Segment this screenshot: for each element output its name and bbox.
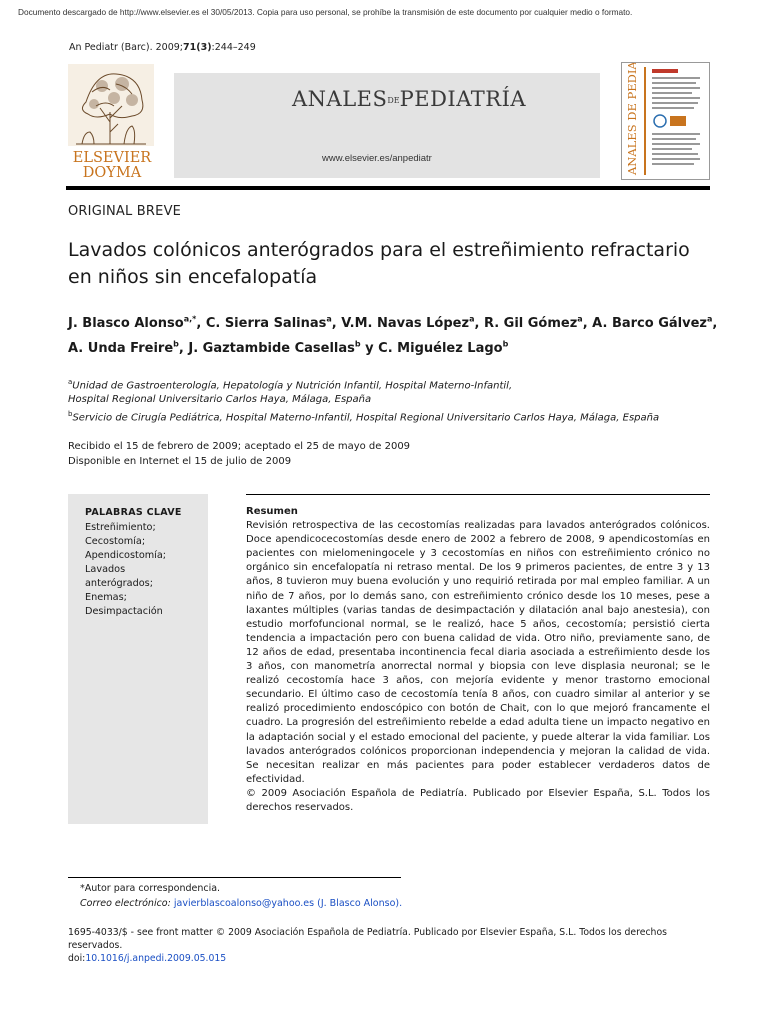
keyword-item: Lavados	[85, 564, 126, 575]
header-rule	[66, 186, 710, 190]
journal-title	[292, 87, 526, 111]
email-line	[80, 897, 680, 912]
email-label: Correo electrónico:	[80, 897, 171, 909]
doi-label: doi:	[68, 953, 86, 964]
affiliation-b: $^b$Servicio de Cirugía Pediátrica, Hospital Materno-Infantil, Hospital Regional Universitario Carlos Haya, Málaga, España	[68, 410, 660, 424]
front-matter	[68, 926, 718, 965]
download-notice: Documento descargado de http://www.elsevier.es el 30/05/2013. Copia para uso personal, se prohíbe la transmisión de este documento por cualquier medio o formato.	[18, 7, 633, 17]
keyword-item: Cecostomía;	[85, 536, 146, 547]
abstract-rule	[246, 494, 710, 495]
affiliation-a: $^a$Unidad de Gastroenterología, Hepatología y Nutrición Infantil, Hospital Materno-Infantil,	[68, 378, 513, 392]
cover-journal-title: ANALES DE PEDIATRÍA	[625, 63, 639, 175]
author-list	[68, 310, 718, 359]
journal-cover-thumbnail	[621, 62, 710, 180]
online-date: Disponible en Internet el 15 de julio de 2009	[68, 456, 292, 467]
email-link[interactable]: javierblascoalonso@yahoo.es (J. Blasco Alonso).	[173, 897, 403, 909]
doi-line	[68, 952, 718, 965]
author: C. Sierra Salinas$^a$,	[205, 315, 342, 332]
cover-image	[622, 63, 709, 179]
abstract	[246, 505, 710, 815]
citation-volume-issue: 71(3)	[183, 42, 212, 53]
keyword-item: anterógrados;	[85, 578, 153, 589]
affiliations	[68, 375, 718, 426]
citation-pages: :244–249	[211, 42, 256, 53]
journal-citation	[69, 42, 256, 53]
author: A. Unda Freire$^b$,	[68, 339, 189, 356]
abstract-heading: Resumen	[246, 506, 298, 517]
keyword-item: Enemas;	[85, 592, 127, 603]
front-matter-line: 1695-4033/$ - see front matter © 2009 Asociación Española de Pediatría. Publicado por Elsevier España, S.L. Todos los derechos reservados.	[68, 927, 667, 951]
elsevier-tree-icon	[66, 62, 158, 180]
elsevier-doyma-logo	[66, 62, 158, 180]
author: C. Miguélez Lago$^b$	[378, 339, 509, 356]
journal-banner	[174, 73, 600, 178]
keyword-item: Desimpactación	[85, 606, 163, 617]
journal-url[interactable]: www.elsevier.es/anpediatr	[322, 153, 432, 164]
logo-line-elsevier: ELSEVIER	[72, 150, 152, 166]
received-accepted-date: Recibido el 15 de febrero de 2009; aceptado el 25 de mayo de 2009	[68, 441, 411, 452]
article-dates	[68, 439, 718, 469]
keywords-list	[85, 521, 166, 619]
article-section-type: ORIGINAL BREVE	[68, 204, 182, 219]
footnote	[80, 882, 680, 911]
journal-title-pediatria: PEDIATRÍA	[399, 87, 527, 111]
keywords-title: PALABRAS CLAVE	[85, 507, 182, 518]
article-title: Lavados colónicos anterógrados para el estreñimiento refractario en niños sin encefalopatía	[68, 239, 690, 288]
keywords-box	[68, 494, 208, 824]
author: A. Barco Gálvez$^a$,	[592, 315, 718, 332]
footnote-rule	[68, 877, 401, 878]
keyword-item: Apendicostomía;	[85, 550, 167, 561]
abstract-body: Revisión retrospectiva de las cecostomías realizadas para lavados anterógrados colónicos. Doce apendicocecostomías desde enero de 2002 a febrero de 2008, 9 apendicostomías en pacientes con mielomeningocele y 3 cecostomías en niños con estreñimiento crónico no orgánico sin encefalopatía ni retraso mental. De los 9 primeros pacientes, de entre 3 y 13 años, 8 tuvieron muy buena evolución y uno requirió retirada por mal empleo familiar. A un niño de 7 años, por lo demás sano, con estreñimiento crónico desde los 10 meses, pese a laxantes múltiples (varias tandas de desimpactación y dilatación anal bajo anestesia), con estudio morfofuncional normal, se le realizó, hace 5 años, cecostomía; persistió cierta tendencia a impactación pero con buena calidad de vida. Otro niño, previamente sano, de 12 años de edad, presentaba incontinencia fecal diaria asociada a estreñimiento desde los 3 años, con manometría anorrectal normal y biopsia con leve displasia neuronal; se le realizó cecostomía hace 3 años, con mejoría evidente y menor trastorno emocional secundario. El último caso de cecostomía tenía 8 años, con cuadro similar al anterior y se realizó procedimiento endoscópico con botón de Chait, con lo que mejoró francamente el cuadro. La progresión del estreñimiento rebelde a edad adulta tiene un impacto negativo en la adaptación social y el estado emocional del paciente, y puede alterar la vida familiar. Los lavados anterógrados colónicos proporcionan independencia y mejoran la calidad de vida. Se necesitan realizar en más pacientes para poder establecer verdaderos datos de efectividad.	[246, 520, 710, 785]
abstract-copyright: © 2009 Asociación Española de Pediatría. Publicado por Elsevier España, S.L. Todos los derechos reservados.	[246, 787, 710, 813]
logo-line-doyma: DOYMA	[82, 165, 142, 180]
keyword-item: Estreñimiento;	[85, 522, 156, 533]
affiliation-a-continued: Hospital Regional Universitario Carlos Haya, Málaga, España	[68, 394, 372, 406]
author: J. Gaztambide Casellas$^b$ y	[188, 339, 379, 356]
journal-title-anales: ANALES	[292, 87, 388, 111]
doi-link[interactable]: 10.1016/j.anpedi.2009.05.015	[85, 953, 227, 964]
correspondence-note: *Autor para correspondencia.	[80, 883, 221, 894]
author: V.M. Navas López$^a$,	[341, 315, 484, 332]
author: R. Gil Gómez$^a$,	[483, 315, 593, 332]
author: J. Blasco Alonso$^{a,*}$,	[68, 315, 206, 332]
citation-prefix: An Pediatr (Barc). 2009;	[69, 42, 184, 53]
journal-title-de: DE	[387, 96, 400, 105]
